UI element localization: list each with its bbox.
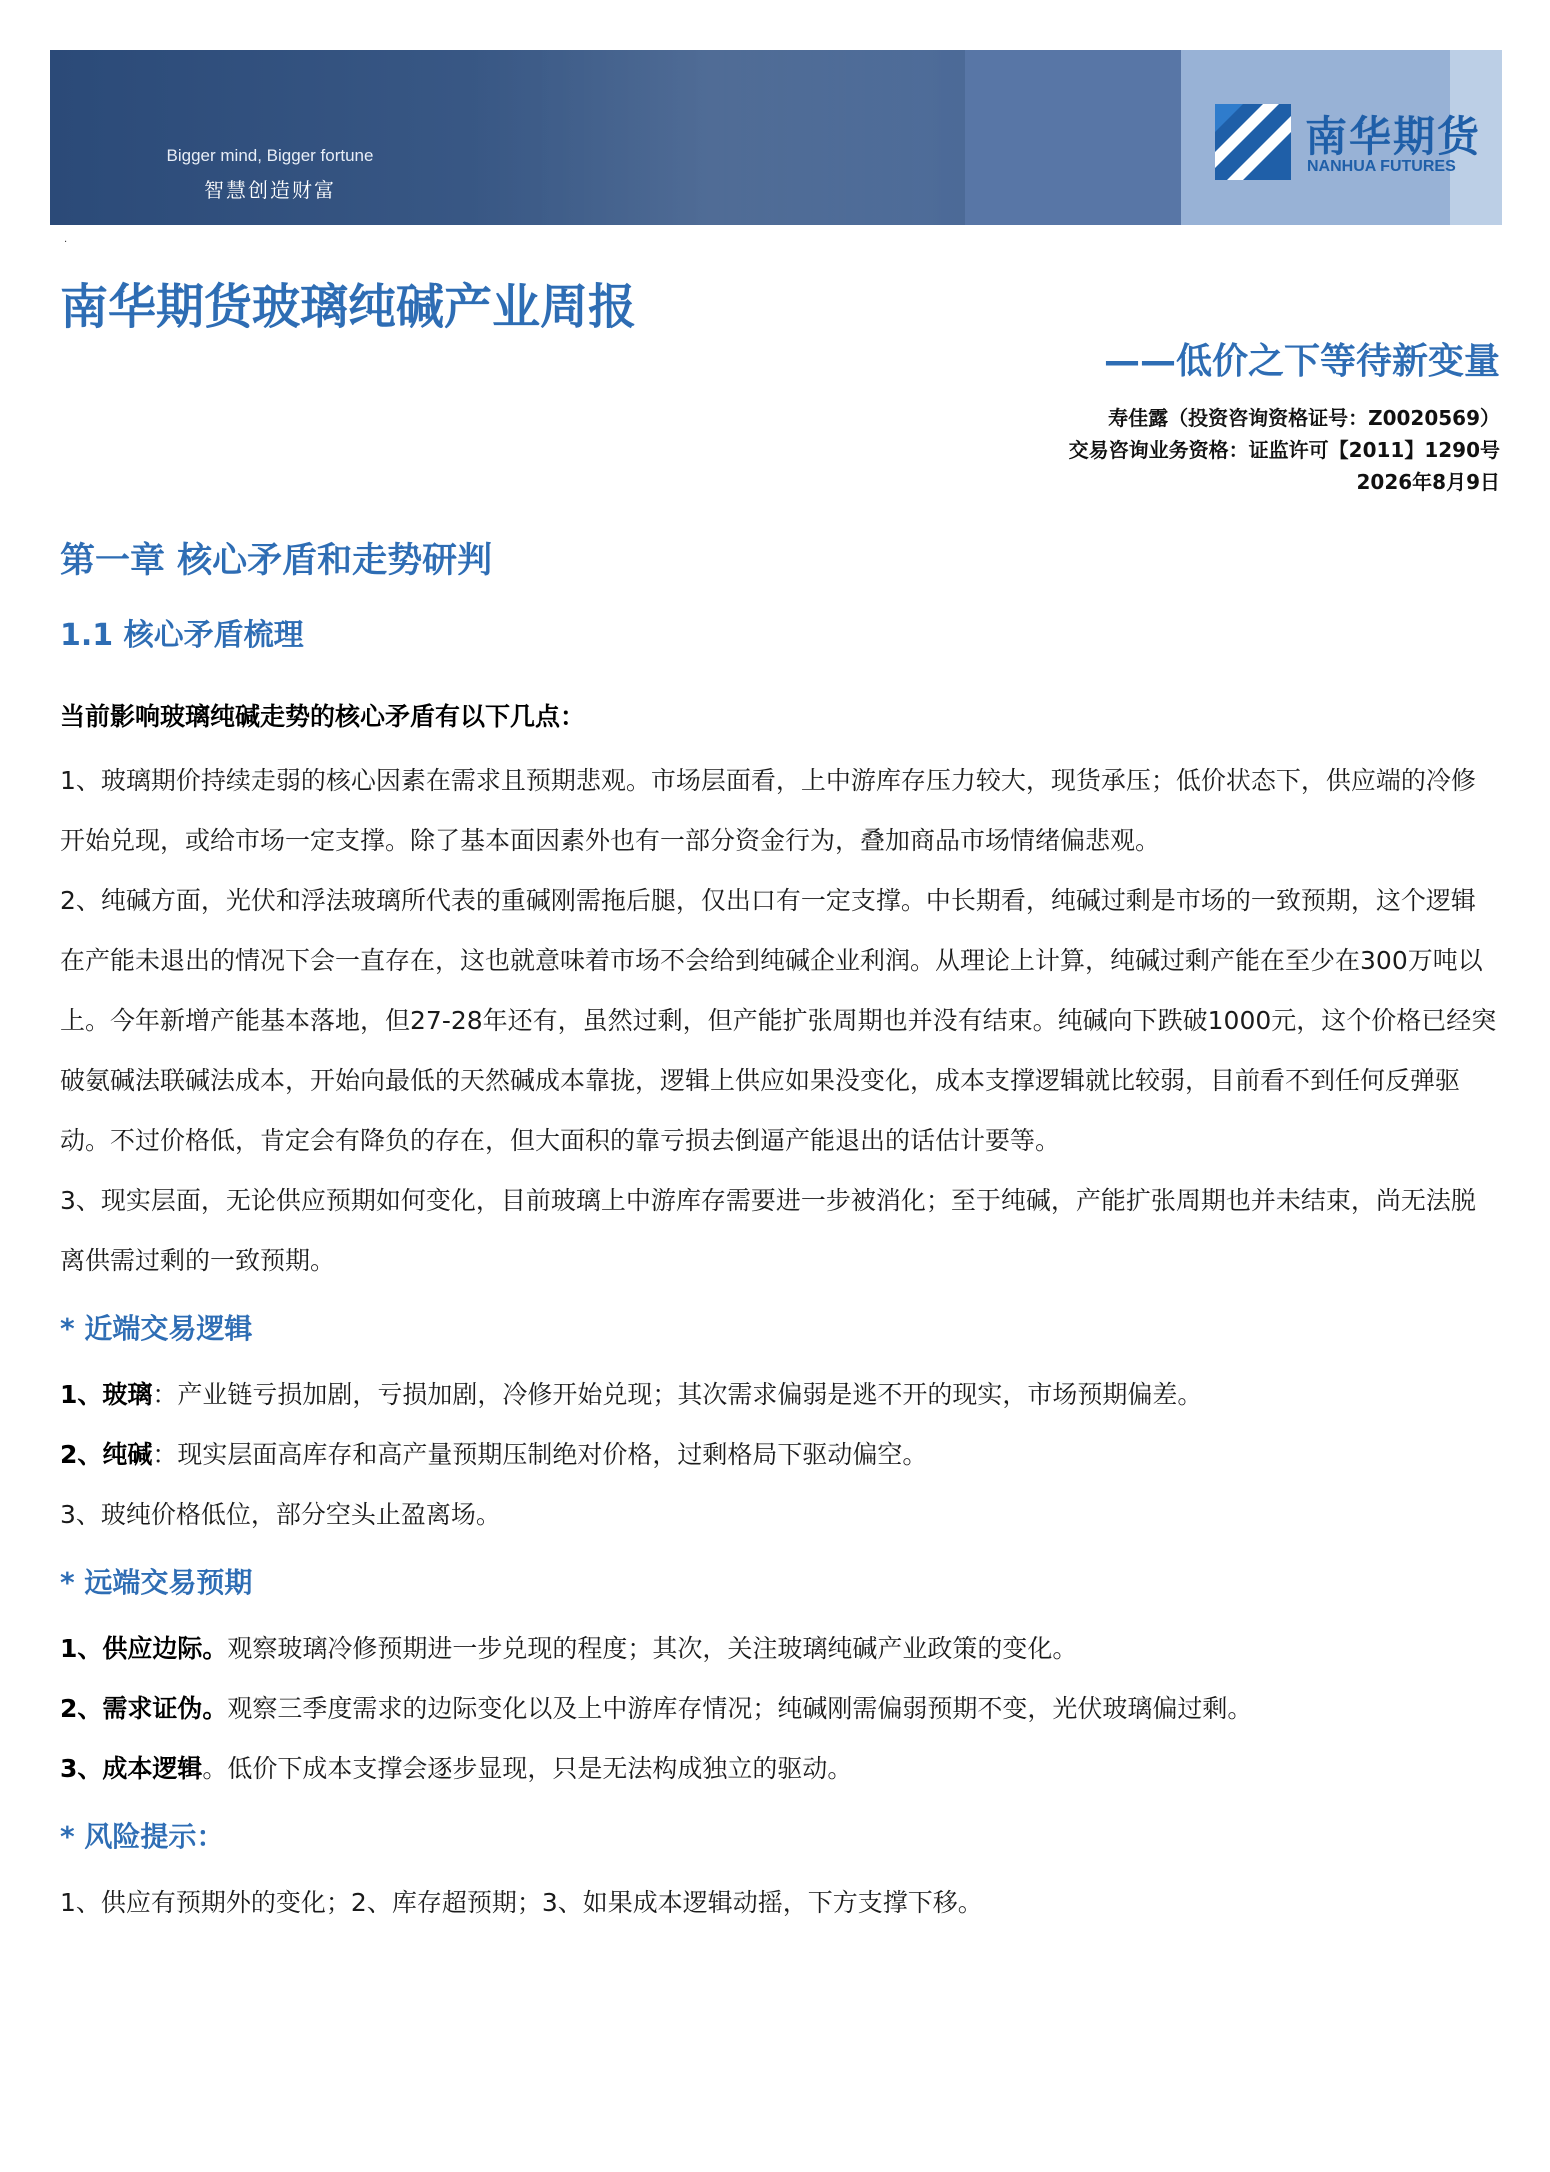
item-label: 1、玻璃 [60, 1380, 153, 1409]
list-item [60, 1365, 1500, 1425]
slogan-english: Bigger mind, Bigger fortune [166, 146, 374, 165]
report-title: 南华期货玻璃纯碱产业周报 [60, 279, 637, 335]
risk-text: 1、供应有预期外的变化；2、库存超预期；3、如果成本逻辑动摇，下方支撑下移。 [60, 1888, 983, 1917]
item-label: 3、成本逻辑 [60, 1754, 203, 1783]
chapter-heading: 第一章 核心矛盾和走势研判 [60, 541, 493, 581]
list-item [60, 1425, 1500, 1485]
license-line: 交易咨询业务资格：证监许可【2011】1290号 [1068, 438, 1500, 462]
logo-text-english: NANHUA FUTURES [1307, 158, 1456, 175]
near-term-heading: * 近端交易逻辑 [60, 1312, 253, 1345]
item-text: ：现实层面高库存和高产量预期压制绝对价格，过剩格局下驱动偏空。 [152, 1440, 928, 1469]
risk-heading: * 风险提示： [60, 1820, 225, 1853]
long-term-heading: * 远端交易预期 [60, 1566, 253, 1599]
paragraph: 2、纯碱方面，光伏和浮法玻璃所代表的重碱刚需拖后腿，仅出口有一定支撑。中长期看，纯碱过剩是市场的一致预期，这个逻辑在产能未退出的情况下会一直存在，这也就意味着市场不会给到纯碱企业利润。从理论上计算，纯碱过剩产能在至少在300万吨以上。今年新增产能基本落地，但27-28年还有，虽然过剩，但产能扩张周期也并没有结束。纯碱向下跌破1000元，这个价格已经突破氨碱法联碱法成本，开始向最低的天然碱成本靠拢，逻辑上供应如果没变化，成本支撑逻辑就比较弱，目前看不到任何反弹驱动。不过价格低，肯定会有降负的存在，但大面积的靠亏损去倒逼产能退出的话估计要等。 [60, 886, 1497, 1155]
list-item [60, 1679, 1500, 1739]
list-item [60, 1485, 1500, 1545]
intro-text: 当前影响玻璃纯碱走势的核心矛盾有以下几点： [60, 702, 586, 731]
page-marker: . [64, 234, 68, 245]
slogan-chinese: 智慧创造财富 [204, 178, 336, 202]
logo-text-chinese: 南华期货 [1305, 112, 1482, 161]
header-banner [50, 50, 1502, 225]
item-text: ：产业链亏损加剧，亏损加剧，冷修开始兑现；其次需求偏弱是逃不开的现实，市场预期偏差。 [152, 1380, 1203, 1409]
section-heading: 1.1 核心矛盾梳理 [60, 618, 304, 653]
report-subtitle: ——低价之下等待新变量 [1103, 341, 1500, 382]
item-label: 1、供应边际。 [60, 1634, 228, 1663]
banner-panel [965, 50, 1181, 225]
author-block [1069, 402, 1500, 498]
item-text: 观察玻璃冷修预期进一步兑现的程度；其次，关注玻璃纯碱产业政策的变化。 [227, 1634, 1078, 1663]
item-label: 2、纯碱 [60, 1440, 153, 1469]
list-item [60, 1739, 1500, 1799]
item-label: 2、需求证伪。 [60, 1694, 228, 1723]
chapter-body [60, 692, 1500, 1933]
banner-highlight [470, 50, 950, 225]
item-text: 观察三季度需求的边际变化以及上中游库存情况；纯碱刚需偏弱预期不变，光伏玻璃偏过剩。 [227, 1694, 1253, 1723]
nanhua-logo-icon [1213, 102, 1293, 182]
author-line: 寿佳露（投资咨询资格证号：Z0020569） [1108, 406, 1500, 430]
paragraph: 3、现实层面，无论供应预期如何变化，目前玻璃上中游库存需要进一步被消化；至于纯碱，产能扩张周期也并未结束，尚无法脱离供需过剩的一致预期。 [60, 1186, 1476, 1275]
paragraph: 1、玻璃期价持续走弱的核心因素在需求且预期悲观。市场层面看，上中游库存压力较大，现货承压；低价状态下，供应端的冷修开始兑现，或给市场一定支撑。除了基本面因素外也有一部分资金行为，叠加商品市场情绪偏悲观。 [60, 766, 1476, 855]
nanhua-logo [1213, 102, 1502, 182]
report-date: 2026年8月9日 [1356, 470, 1500, 494]
list-item [60, 1619, 1500, 1679]
item-text: 3、玻纯价格低位，部分空头止盈离场。 [60, 1500, 501, 1529]
item-text: 。低价下成本支撑会逐步显现，只是无法构成独立的驱动。 [202, 1754, 853, 1783]
